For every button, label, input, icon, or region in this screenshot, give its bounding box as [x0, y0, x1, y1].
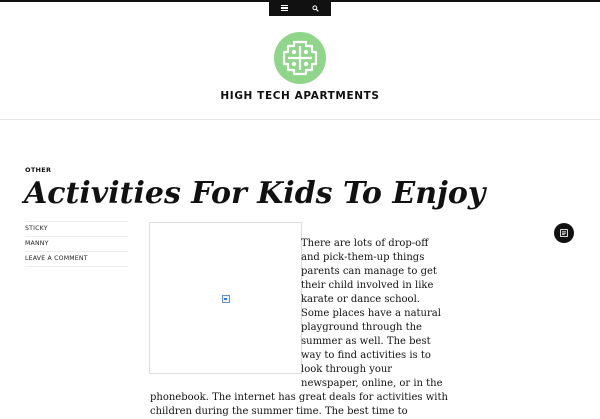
top-toolbar	[269, 0, 331, 16]
search-toggle-button[interactable]	[300, 0, 331, 16]
site-logo[interactable]	[274, 32, 326, 84]
post-title: Activities For Kids To Enjoy	[24, 176, 486, 211]
post-category[interactable]: OTHER	[25, 166, 52, 174]
header-divider	[0, 119, 600, 120]
menu-toggle-button[interactable]	[269, 0, 300, 16]
meta-author[interactable]: MANNY	[25, 236, 128, 251]
post-content	[150, 237, 450, 419]
widgets-button[interactable]	[554, 223, 574, 243]
image-float-spacer	[150, 237, 301, 378]
menu-icon	[281, 5, 288, 11]
post-body-paragraph: There are lots of drop-off and pick-them-up things parents can manage to get their child involved in like karate or dance school. Some places have a natural playground through the summer as well. The best way to find activities is to look through your newspaper, online, or in the phonebook. The internet has great deals for activities with children during the summer time. The best time to	[150, 238, 448, 417]
meta-sticky: STICKY	[25, 221, 128, 236]
search-icon	[312, 5, 319, 12]
post-meta	[25, 221, 128, 267]
widgets-icon	[560, 229, 568, 237]
site-title[interactable]: HIGH TECH APARTMENTS	[220, 90, 380, 102]
meta-leave-comment[interactable]: LEAVE A COMMENT	[25, 251, 128, 267]
